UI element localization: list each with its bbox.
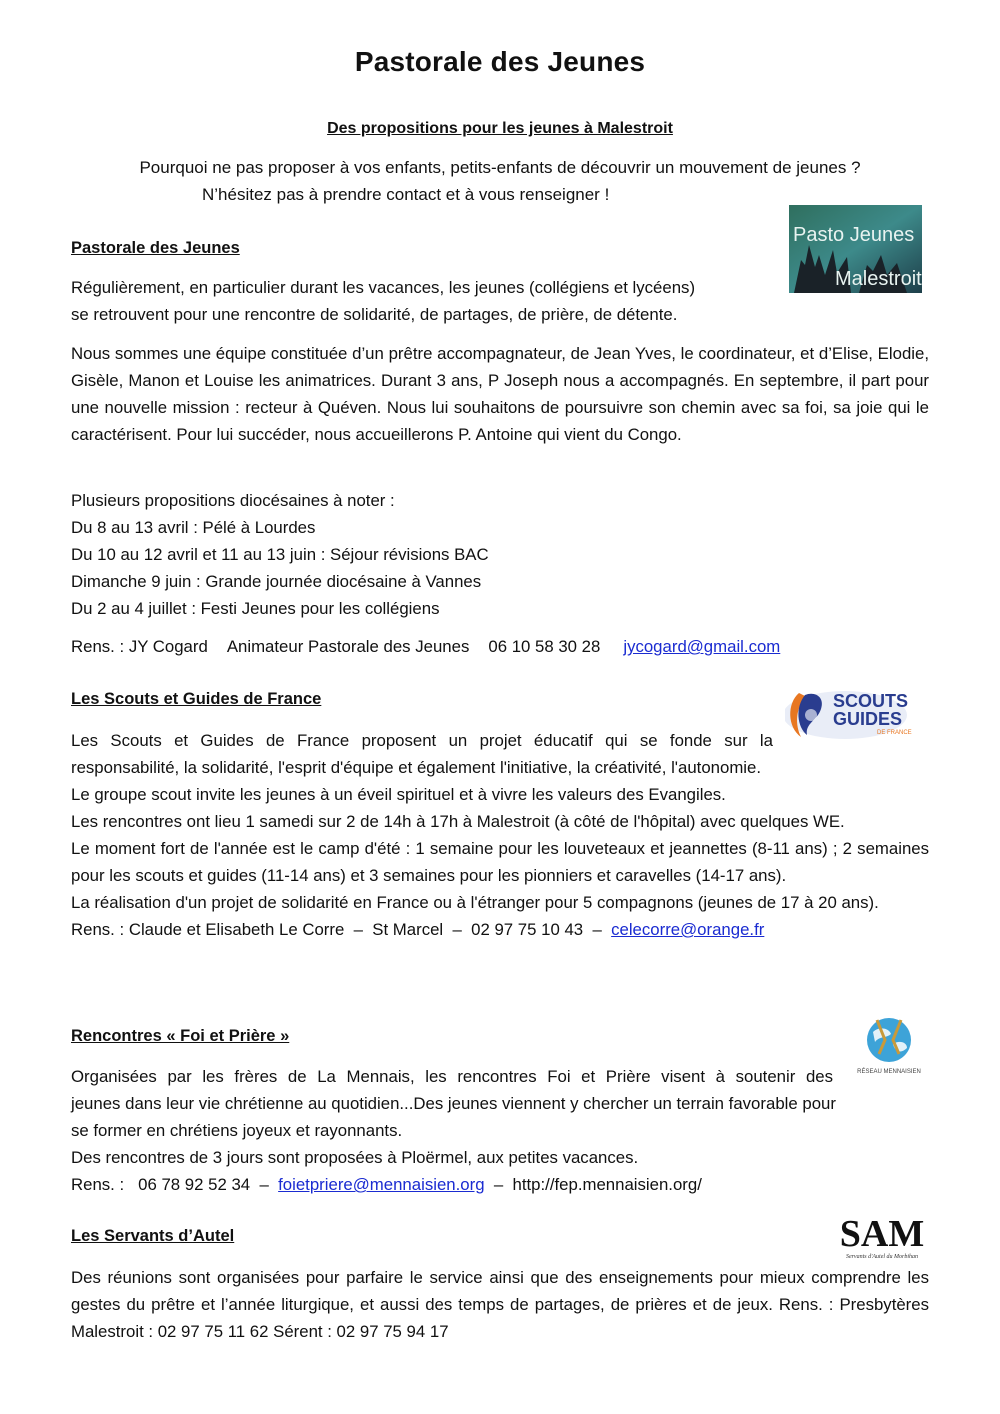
scouts-camp-text: Le moment fort de l'année est le camp d'été : 1 semaine pour les louveteaux et jeannettes (8-11 ans) ; 2 semaines pour les scouts et guides (11-14 ans) et 3 semaines pour les pionniers et caravelles (14-17 ans). xyxy=(71,839,929,885)
list-item: Dimanche 9 juin : Grande journée diocésaine à Vannes xyxy=(71,572,482,591)
scouts-contact-email-link[interactable]: celecorre@orange.fr xyxy=(611,920,765,939)
foi-priere-paragraph xyxy=(71,1063,929,1198)
pasto-jeunes-logo-image xyxy=(789,205,922,293)
svg-text:RÉSEAU MENNAISIEN: RÉSEAU MENNAISIEN xyxy=(857,1069,921,1075)
contact-phone: 06 10 58 30 28 xyxy=(488,637,601,656)
pastorale-propositions-list xyxy=(71,487,929,622)
section-title-foi-priere: Rencontres « Foi et Prière » xyxy=(71,1027,290,1045)
svg-text:Pasto Jeunes: Pasto Jeunes xyxy=(793,224,915,246)
servants-paragraph: Des réunions sont organisées pour parfaire le service ainsi que des enseignements pour mieux comprendre les gestes du prêtre et l’année liturgique, et aussi des temps de partages, de prières et de jeux. Rens. : Presbytères Malestroit : 02 97 75 11 62 Sérent : 02 97 75 94 17 xyxy=(71,1268,929,1341)
svg-text:GUIDES: GUIDES xyxy=(833,709,903,729)
scouts-line: Les rencontres ont lieu 1 samedi sur 2 de 14h à 17h à Malestroit (à côté de l'hôpital) avec quelques WE. xyxy=(71,812,845,831)
contact-name: Rens. : JY Cogard xyxy=(71,637,208,656)
scouts-line: responsabilité, la solidarité, l'esprit d'équipe et également l'initiative, la créativité, l'autonomie. xyxy=(71,758,762,777)
foi-contact-website: – http://fep.mennaisien.org/ xyxy=(484,1175,702,1194)
page-subtitle: Des propositions pour les jeunes à Malestroit xyxy=(327,120,673,137)
contact-email-link[interactable]: jycogard@gmail.com xyxy=(623,637,781,656)
foi-line: Organisées par les frères de La Mennais, les rencontres Foi et Prière visent à soutenir des xyxy=(71,1067,833,1086)
pastorale-p1-line-1: Régulièrement, en particulier durant les vacances, les jeunes (collégiens et lycéens) xyxy=(71,278,696,297)
scouts-paragraph xyxy=(71,727,929,943)
scouts-solidarity-text: La réalisation d'un projet de solidarité en France ou à l'étranger pour 5 compagnons (jeunes de 17 à 20 ans). xyxy=(71,893,879,912)
intro-line-2: N’hésitez pas à prendre contact et à vous renseigner ! xyxy=(202,185,610,204)
list-intro: Plusieurs propositions diocésaines à noter : xyxy=(71,491,395,510)
list-item: Du 2 au 4 juillet : Festi Jeunes pour les collégiens xyxy=(71,599,440,618)
sam-logo xyxy=(836,1210,928,1262)
svg-text:DE FRANCE: DE FRANCE xyxy=(877,730,912,736)
foi-line: se former en chrétiens joyeux et rayonnants. xyxy=(71,1121,403,1140)
pastorale-paragraph-1 xyxy=(71,274,791,328)
section-title-servants: Les Servants d’Autel xyxy=(71,1227,235,1245)
foi-contact xyxy=(71,1171,929,1198)
list-item: Du 10 au 12 avril et 11 au 13 juin : Séjour révisions BAC xyxy=(71,545,489,564)
list-item: Du 8 au 13 avril : Pélé à Lourdes xyxy=(71,518,316,537)
page-title: Pastorale des Jeunes xyxy=(354,46,646,77)
svg-text:Malestroit: Malestroit xyxy=(835,268,922,290)
pastorale-paragraph-2: Nous sommes une équipe constituée d’un prêtre accompagnateur, de Jean Yves, le coordinateur, et d’Elise, Elodie, Gisèle, Manon et Louise les animatrices. Durant 3 ans, P Joseph nous a accompagnés. En septembre, il part pour une nouvelle mission : recteur à Quéven. Nous lui souhaitons de poursuivre son chemin avec sa foi, sa joie qui le caractérisent. Pour lui succéder, nous accueillerons P. Antoine qui vient du Congo. xyxy=(71,344,929,444)
sam-logo-image xyxy=(836,1210,928,1262)
pastorale-contact xyxy=(71,633,929,660)
svg-text:SAM: SAM xyxy=(839,1213,925,1255)
section-title-pastorale: Pastorale des Jeunes xyxy=(71,239,240,257)
pasto-jeunes-logo xyxy=(789,205,922,293)
svg-text:SCOUTS: SCOUTS xyxy=(833,691,909,711)
scouts-contact-text: Rens. : Claude et Elisabeth Le Corre – St Marcel – 02 97 75 10 43 – xyxy=(71,920,612,939)
scouts-line: Le groupe scout invite les jeunes à un éveil spirituel et à vivre les valeurs des Evangiles. xyxy=(71,785,726,804)
foi-contact-email-link[interactable]: foietpriere@mennaisien.org xyxy=(278,1175,485,1194)
contact-role: Animateur Pastorale des Jeunes xyxy=(226,637,470,656)
foi-line: jeunes dans leur vie chrétienne au quotidien...Des jeunes viennent y chercher un terrain favorable pour xyxy=(71,1094,836,1113)
section-title-scouts: Les Scouts et Guides de France xyxy=(71,690,322,708)
scouts-line: Les Scouts et Guides de France proposent un projet éducatif qui se fonde sur la xyxy=(71,731,773,750)
foi-line: Des rencontres de 3 jours sont proposées à Ploërmel, aux petites vacances. xyxy=(71,1148,639,1167)
foi-contact-text: Rens. : 06 78 92 52 34 – xyxy=(71,1175,279,1194)
pastorale-p1-line-2: se retrouvent pour une rencontre de solidarité, de partages, de prière, de détente. xyxy=(71,305,678,324)
intro-line-1: Pourquoi ne pas proposer à vos enfants, petits-enfants de découvrir un mouvement de jeunes ? xyxy=(139,158,861,177)
svg-text:Servants d'Autel du Morbihan: Servants d'Autel du Morbihan xyxy=(845,1254,919,1260)
scouts-contact xyxy=(71,916,929,943)
